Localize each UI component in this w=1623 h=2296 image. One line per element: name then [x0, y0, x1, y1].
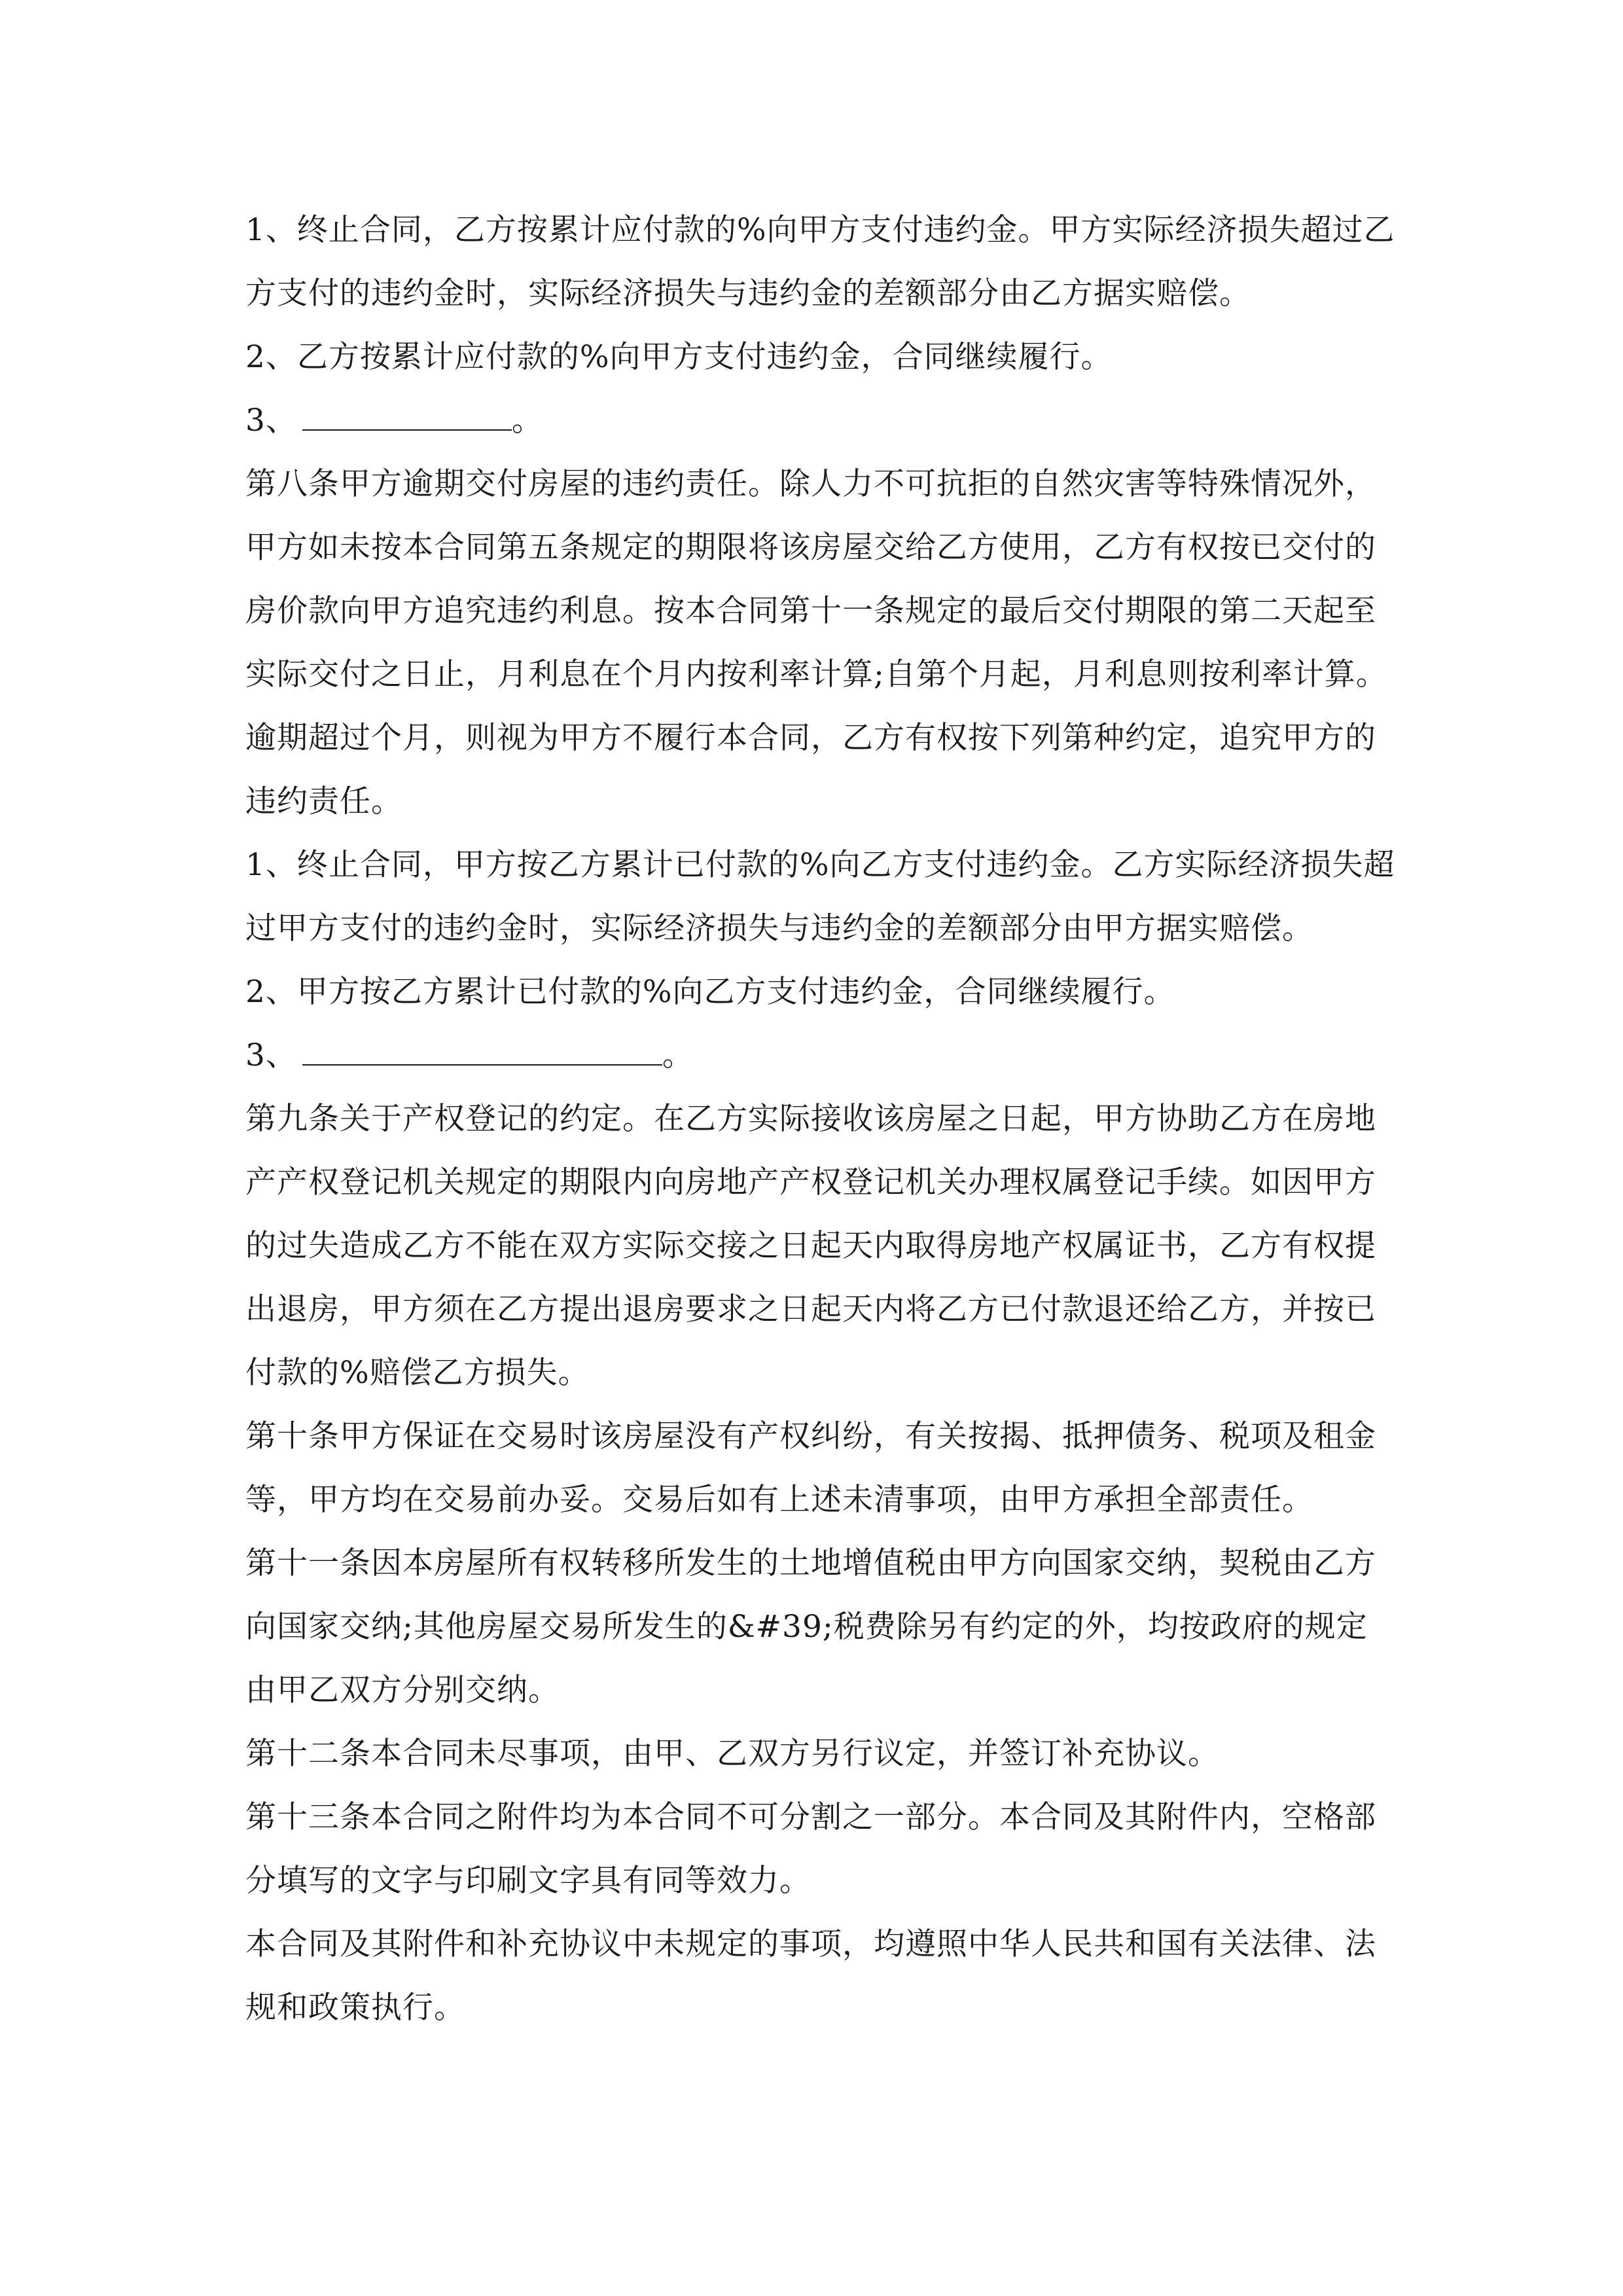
clause-7-item-1: 1、终止合同，乙方按累计应付款的%向甲方支付违约金。甲方实际经济损失超过乙方支付的违约金时，实际经济损失与违约金的差额部分由乙方据实赔偿。	[245, 212, 1395, 312]
clause-8-item-1: 1、终止合同，甲方按乙方累计已付款的%向乙方支付违约金。乙方实际经济损失超过甲方支付的违约金时，实际经济损失与违约金的差额部分由甲方据实赔偿。	[245, 847, 1395, 946]
fill-in-blank	[302, 1024, 662, 1066]
clause-9: 第九条关于产权登记的约定。在乙方实际接收该房屋之日起，甲方协助乙方在房地产产权登记机关规定的期限内向房地产产权登记机关办理权属登记手续。如因甲方的过失造成乙方不能在双方实际交接之日起天内取得房地产权属证书，乙方有权提出退房，甲方须在乙方提出退房要求之日起天内将乙方已付款退还给乙方，并按已付款的%赔偿乙方损失。	[245, 1101, 1376, 1391]
clause-7-item-2: 2、乙方按累计应付款的%向甲方支付违约金，合同继续履行。	[245, 339, 1113, 375]
clause-12: 第十二条本合同未尽事项，由甲、乙双方另行议定，并签订补充协议。	[245, 1736, 1219, 1772]
clause-11: 第十一条因本房屋所有权转移所发生的土地增值税由甲方向国家交纳，契税由乙方向国家交纳;其他房屋交易所发生的&#39;税费除另有约定的外，均按政府的规定由甲乙双方分别交纳。	[245, 1545, 1376, 1708]
clause-8-item-2: 2、甲方按乙方累计已付款的%向乙方支付违约金，合同继续履行。	[245, 974, 1175, 1010]
closing-clause: 本合同及其附件和补充协议中未规定的事项，均遵照中华人民共和国有关法律、法规和政策执行。	[245, 1926, 1376, 2026]
clause-8: 第八条甲方逾期交付房屋的违约责任。除人力不可抗拒的自然灾害等特殊情况外，甲方如未按本合同第五条规定的期限将该房屋交给乙方使用，乙方有权按已交付的房价款向甲方追究违约利息。按本合同第十一条规定的最后交付期限的第二天起至实际交付之日止，月利息在个月内按利率计算;自第个月起，月利息则按利率计算。逾期超过个月，则视为甲方不履行本合同，乙方有权按下列第种约定，追究甲方的违约责任。	[245, 466, 1387, 819]
item-end-punctuation: 。	[662, 1037, 694, 1073]
clause-7-item-3	[245, 389, 1397, 452]
item-number: 3、	[245, 1037, 297, 1073]
clause-8-item-3	[245, 1024, 1397, 1087]
fill-in-blank	[302, 389, 512, 431]
item-end-punctuation: 。	[511, 403, 543, 439]
document-body	[245, 198, 1397, 2039]
item-number: 3、	[245, 403, 297, 439]
clause-10: 第十条甲方保证在交易时该房屋没有产权纠纷，有关按揭、抵押债务、税项及租金等，甲方均在交易前办妥。交易后如有上述未清事项，由甲方承担全部责任。	[245, 1418, 1376, 1518]
clause-13: 第十三条本合同之附件均为本合同不可分割之一部分。本合同及其附件内，空格部分填写的文字与印刷文字具有同等效力。	[245, 1799, 1376, 1899]
